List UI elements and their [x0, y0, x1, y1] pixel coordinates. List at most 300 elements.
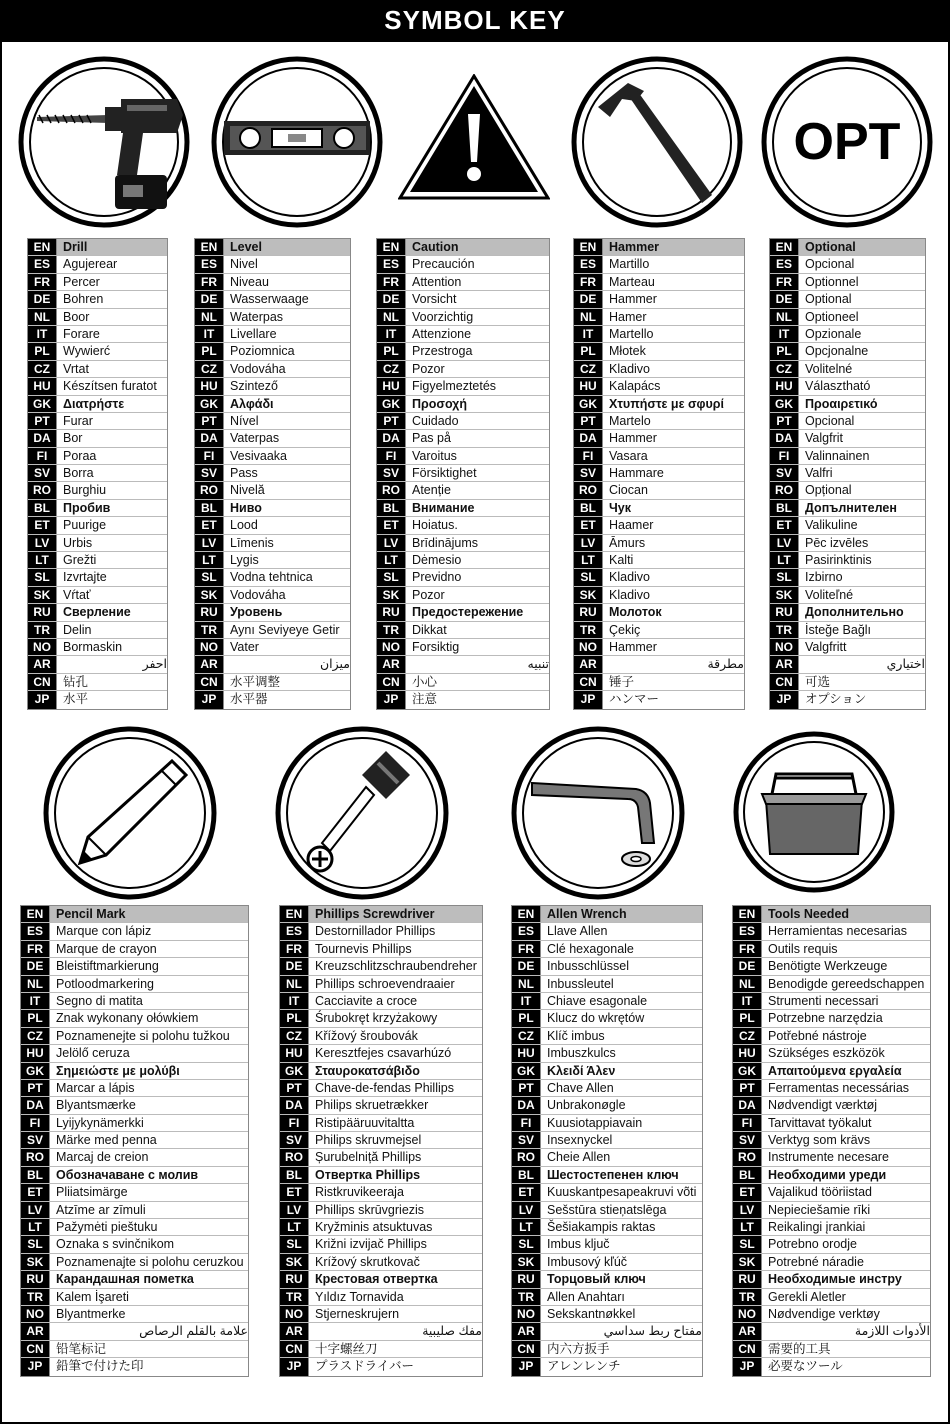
- translation-text: Drill: [57, 239, 167, 255]
- table-row: [28, 552, 167, 569]
- table-row: [28, 378, 167, 395]
- language-code: FI: [21, 1115, 50, 1131]
- translation-text: Optional: [805, 292, 852, 307]
- table-row: [512, 1184, 702, 1201]
- translation-text: Ristkruvikeeraja: [315, 1185, 404, 1200]
- translation-text: İsteğe Bağlı: [805, 622, 872, 637]
- table-row: [770, 639, 925, 656]
- table-row: [280, 1063, 482, 1080]
- language-code: TR: [280, 1289, 309, 1305]
- translation-text: Αλφάδι: [230, 396, 274, 411]
- table-row: [21, 958, 248, 975]
- language-code: FR: [733, 941, 762, 957]
- language-code: HU: [280, 1045, 309, 1061]
- table-row: [28, 396, 167, 413]
- language-code: SK: [512, 1254, 541, 1270]
- language-code: EN: [733, 906, 762, 922]
- language-code: ET: [733, 1184, 762, 1200]
- table-row: [280, 1236, 482, 1253]
- table-row: [377, 239, 549, 256]
- translation-text: Kreuzschlitzschraubendreher: [315, 959, 477, 974]
- translation-text: Valgfritt: [805, 639, 847, 654]
- language-code: LV: [574, 535, 603, 551]
- table-row: [770, 569, 925, 586]
- language-code: RO: [377, 482, 406, 498]
- table-row: [512, 1063, 702, 1080]
- language-code: LV: [195, 535, 224, 551]
- table-row: [512, 1167, 702, 1184]
- language-code: GK: [770, 396, 799, 412]
- translation-text: Bormaskin: [63, 639, 123, 654]
- translation-text: アレンレンチ: [547, 1359, 621, 1374]
- language-code: DE: [28, 291, 57, 307]
- language-code: IT: [733, 993, 762, 1009]
- table-row: [733, 1289, 930, 1306]
- translation-text: Pasirinktinis: [805, 553, 872, 568]
- language-code: JP: [280, 1358, 309, 1375]
- language-code: DA: [770, 430, 799, 446]
- translation-text: Молоток: [609, 605, 662, 620]
- translation-text: Grežti: [63, 553, 97, 568]
- language-code: RU: [733, 1271, 762, 1287]
- table-row: [195, 430, 350, 447]
- table-row: [512, 1202, 702, 1219]
- table-row: [512, 1010, 702, 1027]
- language-code: NL: [28, 309, 57, 325]
- language-code: TR: [733, 1289, 762, 1305]
- translation-text: Pozor: [412, 361, 445, 376]
- language-code: GK: [733, 1063, 762, 1079]
- translation-text: Valgfrit: [805, 431, 843, 446]
- table-row: [21, 1254, 248, 1271]
- translation-text: Potloodmarkering: [56, 976, 154, 991]
- translation-text: Caution: [406, 239, 549, 255]
- language-code: JP: [512, 1358, 541, 1375]
- language-code: LV: [280, 1202, 309, 1218]
- language-code: DA: [21, 1097, 50, 1113]
- translation-text: Kryžminis atsuktuvas: [315, 1220, 433, 1235]
- table-row: [770, 465, 925, 482]
- table-row: [28, 326, 167, 343]
- language-code: LV: [377, 535, 406, 551]
- language-code: JP: [770, 691, 799, 708]
- language-code: BL: [377, 500, 406, 516]
- language-code: PL: [280, 1010, 309, 1026]
- translation-text: オプション: [805, 692, 867, 707]
- translation-text: Tarvittavat työkalut: [768, 1115, 872, 1130]
- language-code: ES: [512, 923, 541, 939]
- language-code: DE: [21, 958, 50, 974]
- language-code: NL: [280, 976, 309, 992]
- language-code: LV: [770, 535, 799, 551]
- table-row: [770, 656, 925, 673]
- table-row: [280, 1289, 482, 1306]
- translation-text: Valinnainen: [805, 448, 870, 463]
- translation-text: 水平器: [230, 692, 268, 707]
- table-row: [733, 958, 930, 975]
- table-row: [195, 448, 350, 465]
- language-code: CN: [574, 674, 603, 690]
- language-code: NL: [733, 976, 762, 992]
- table-row: [28, 674, 167, 691]
- toolbox-icon: [732, 730, 896, 894]
- translation-text: Furar: [63, 413, 93, 428]
- table-row: [377, 656, 549, 673]
- language-code: ET: [195, 517, 224, 533]
- language-code: RO: [280, 1149, 309, 1165]
- translation-text: Lygis: [230, 553, 259, 568]
- language-code: AR: [512, 1323, 541, 1339]
- translation-text: Κλειδί Άλεν: [547, 1063, 616, 1078]
- table-row: [280, 1219, 482, 1236]
- translation-text: Vesivaaka: [230, 448, 287, 463]
- language-code: JP: [733, 1358, 762, 1375]
- table-row: [512, 941, 702, 958]
- table-row: [733, 1132, 930, 1149]
- translation-text: Hammer: [603, 239, 744, 255]
- translation-text: Hammer: [609, 639, 657, 654]
- language-code: FI: [280, 1115, 309, 1131]
- translation-text: Philips skruetrækker: [315, 1098, 429, 1113]
- language-code: DE: [280, 958, 309, 974]
- table-row: [377, 517, 549, 534]
- table-row: [574, 396, 744, 413]
- table-row: [733, 1202, 930, 1219]
- language-code: CN: [770, 674, 799, 690]
- table-row: [574, 587, 744, 604]
- translation-text: Valfri: [805, 466, 833, 481]
- translation-text: Āmurs: [609, 535, 646, 550]
- table-row: [21, 1149, 248, 1166]
- table-row: [195, 656, 350, 673]
- translation-text: Poraa: [63, 448, 97, 463]
- translation-text: Cuidado: [412, 413, 459, 428]
- table-row: [280, 1202, 482, 1219]
- translation-text: Križni izvijač Phillips: [315, 1237, 427, 1252]
- translation-text: Шестостепенен ключ: [547, 1167, 679, 1182]
- table-row: [28, 482, 167, 499]
- language-code: CN: [377, 674, 406, 690]
- translation-text: Kladivo: [609, 361, 650, 376]
- translation-text: Martelo: [609, 413, 651, 428]
- language-code: DE: [377, 291, 406, 307]
- language-code: ES: [574, 256, 603, 272]
- language-code: ES: [770, 256, 799, 272]
- translation-text: Διατρήστε: [63, 396, 125, 411]
- language-code: AR: [21, 1323, 50, 1339]
- table-row: [770, 500, 925, 517]
- language-code: ES: [280, 923, 309, 939]
- language-code: FI: [195, 448, 224, 464]
- language-code: FI: [770, 448, 799, 464]
- language-code: CZ: [574, 361, 603, 377]
- table-row: [733, 1323, 930, 1340]
- translation-text: Opțional: [805, 483, 852, 498]
- language-code: NO: [733, 1306, 762, 1322]
- table-row: [21, 976, 248, 993]
- table-row: [377, 413, 549, 430]
- table-row: [770, 535, 925, 552]
- table-row: [280, 906, 482, 923]
- translation-text: Nødvendigt værktøj: [768, 1098, 878, 1113]
- language-code: RU: [280, 1271, 309, 1287]
- table-row: [733, 906, 930, 923]
- table-row: [512, 1132, 702, 1149]
- translation-text: Chave Allen: [547, 1080, 614, 1095]
- table-row: [28, 569, 167, 586]
- language-code: SK: [195, 587, 224, 603]
- language-code: NL: [512, 976, 541, 992]
- table-row: [377, 291, 549, 308]
- language-code: SK: [280, 1254, 309, 1270]
- table-row: [574, 378, 744, 395]
- table-row: [377, 691, 549, 708]
- translation-text: Burghiu: [63, 483, 107, 498]
- translation-text: Imbuszkulcs: [547, 1046, 616, 1061]
- table-row: [28, 622, 167, 639]
- translation-text: Previdno: [412, 570, 462, 585]
- translation-text: Boor: [63, 309, 90, 324]
- translation-text: Insexnyckel: [547, 1133, 613, 1148]
- language-code: LT: [574, 552, 603, 568]
- language-code: GK: [280, 1063, 309, 1079]
- table-row: [280, 1149, 482, 1166]
- translation-text: Торцовый ключ: [547, 1272, 646, 1287]
- language-code: CZ: [280, 1028, 309, 1044]
- table-row: [733, 1184, 930, 1201]
- language-code: RO: [28, 482, 57, 498]
- table-row: [770, 274, 925, 291]
- translation-text: Hamer: [609, 309, 647, 324]
- table-row: [770, 361, 925, 378]
- language-code: DE: [195, 291, 224, 307]
- table-row: [280, 1115, 482, 1132]
- translation-text: Stjerneskrujern: [315, 1306, 400, 1321]
- table-row: [28, 361, 167, 378]
- translation-text: 小心: [412, 674, 438, 689]
- language-code: FR: [21, 941, 50, 957]
- translation-text: Bohren: [63, 292, 104, 307]
- translation-text: Klucz do wkrętów: [547, 1011, 645, 1026]
- language-code: SL: [770, 569, 799, 585]
- table-row: [512, 1236, 702, 1253]
- translation-text: 锤子: [609, 674, 635, 689]
- translation-text: Destornillador Phillips: [315, 924, 436, 939]
- language-code: BL: [512, 1167, 541, 1183]
- language-code: PL: [512, 1010, 541, 1026]
- translation-text: Attention: [412, 274, 462, 289]
- translation-text: Voliteľné: [805, 587, 854, 602]
- translation-text: Opcional: [805, 257, 855, 272]
- translation-text: Optional: [799, 239, 925, 255]
- translation-text: Martillo: [609, 257, 650, 272]
- language-code: IT: [280, 993, 309, 1009]
- language-code: AR: [574, 656, 603, 672]
- table-row: [733, 1080, 930, 1097]
- translation-text: Potrzebne narzędzia: [768, 1011, 883, 1026]
- language-code: IT: [574, 326, 603, 342]
- translation-text: Znak wykonany ołówkiem: [56, 1011, 199, 1026]
- table-row: [21, 1289, 248, 1306]
- table-row: [195, 309, 350, 326]
- translation-text: Hammer: [609, 431, 657, 446]
- language-code: NO: [195, 639, 224, 655]
- translation-text: Σημειώστε με μολύβι: [56, 1063, 180, 1078]
- language-code: SK: [21, 1254, 50, 1270]
- translation-text: Vorsicht: [412, 292, 457, 307]
- table-row: [21, 923, 248, 940]
- table-row: [512, 993, 702, 1010]
- translation-text: Ristipääruuvitaltta: [315, 1115, 415, 1130]
- pencil-mark-table: [20, 905, 249, 1377]
- table-row: [512, 1080, 702, 1097]
- table-row: [195, 361, 350, 378]
- language-code: EN: [770, 239, 799, 255]
- translation-text: Młotek: [609, 344, 646, 359]
- translation-text: Agujerear: [63, 257, 118, 272]
- language-code: DE: [733, 958, 762, 974]
- language-code: ET: [770, 517, 799, 533]
- table-row: [574, 604, 744, 621]
- translation-text: Προσοχή: [412, 396, 467, 411]
- caution-icon: [398, 74, 550, 202]
- language-code: PL: [28, 343, 57, 359]
- table-row: [512, 1045, 702, 1062]
- table-row: [733, 993, 930, 1010]
- translation-text: 鉛筆で付けた印: [56, 1359, 144, 1374]
- translation-text: Pēc izvēles: [805, 535, 869, 550]
- language-code: RO: [733, 1149, 762, 1165]
- table-row: [280, 1045, 482, 1062]
- table-row: [195, 239, 350, 256]
- translation-text: Nepieciešamie rīki: [768, 1202, 871, 1217]
- translation-text: Voorzichtig: [412, 309, 474, 324]
- translation-text: Vater: [230, 639, 259, 654]
- table-row: [770, 256, 925, 273]
- table-row: [574, 361, 744, 378]
- table-row: [28, 239, 167, 256]
- language-code: PL: [195, 343, 224, 359]
- language-code: RU: [512, 1271, 541, 1287]
- table-row: [195, 378, 350, 395]
- table-row: [512, 1149, 702, 1166]
- translation-text: Szintező: [230, 379, 278, 394]
- table-row: [733, 1028, 930, 1045]
- language-code: PT: [28, 413, 57, 429]
- translation-text: Izvrtajte: [63, 570, 107, 585]
- translation-text: Обозначаване с молив: [56, 1167, 199, 1182]
- table-row: [770, 396, 925, 413]
- table-row: [770, 604, 925, 621]
- translation-text: Tournevis Phillips: [315, 941, 412, 956]
- table-row: [280, 1254, 482, 1271]
- table-row: [377, 604, 549, 621]
- translation-text: Отвертка Phillips: [315, 1167, 421, 1182]
- table-row: [377, 448, 549, 465]
- translation-text: Sekskantnøkkel: [547, 1306, 636, 1321]
- table-row: [733, 1063, 930, 1080]
- language-code: EN: [195, 239, 224, 255]
- language-code: ET: [280, 1184, 309, 1200]
- table-row: [512, 1289, 702, 1306]
- translation-text: Marcaj de creion: [56, 1150, 149, 1165]
- translation-text: Allen Wrench: [541, 906, 702, 922]
- translation-text: Tools Needed: [762, 906, 930, 922]
- translation-text: Vodováha: [230, 361, 286, 376]
- language-code: RU: [195, 604, 224, 620]
- translation-text: プラスドライバー: [315, 1359, 415, 1374]
- table-row: [377, 343, 549, 360]
- language-code: CN: [21, 1341, 50, 1357]
- table-row: [28, 604, 167, 621]
- translation-text: Nível: [230, 413, 259, 428]
- language-code: PT: [21, 1080, 50, 1096]
- translation-text: 可选: [805, 674, 831, 689]
- table-row: [512, 1306, 702, 1323]
- table-row: [574, 674, 744, 691]
- translation-text: Atenție: [412, 483, 451, 498]
- table-row: [28, 587, 167, 604]
- caution-table: [376, 238, 550, 710]
- tools-needed-table: [732, 905, 931, 1377]
- translation-text: Kuuskantpesapeakruvi võti: [547, 1185, 697, 1200]
- table-row: [574, 691, 744, 708]
- table-row: [574, 535, 744, 552]
- table-row: [21, 1028, 248, 1045]
- language-code: BL: [28, 500, 57, 516]
- table-row: [195, 343, 350, 360]
- translation-text: Необходимые инстру: [768, 1272, 902, 1287]
- translation-text: Reikalingi įrankiai: [768, 1220, 866, 1235]
- language-code: AR: [770, 656, 799, 672]
- translation-text: Wasserwaage: [230, 292, 309, 307]
- table-row: [195, 291, 350, 308]
- language-code: TR: [770, 622, 799, 638]
- language-code: FR: [280, 941, 309, 957]
- table-row: [280, 1323, 482, 1340]
- language-code: IT: [28, 326, 57, 342]
- translation-text: Допълнителен: [805, 500, 897, 515]
- language-code: FR: [377, 274, 406, 290]
- translation-text: Volitelné: [805, 361, 853, 376]
- table-row: [377, 482, 549, 499]
- table-row: [280, 993, 482, 1010]
- translation-text: Σταυροκατσάβιδο: [315, 1063, 420, 1078]
- translation-text: Verktyg som krävs: [768, 1133, 871, 1148]
- phillips-screwdriver-icon: [274, 725, 450, 901]
- language-code: GK: [574, 396, 603, 412]
- table-row: [28, 309, 167, 326]
- language-code: DE: [770, 291, 799, 307]
- translation-text: Kladivo: [609, 570, 650, 585]
- table-row: [574, 274, 744, 291]
- language-code: HU: [512, 1045, 541, 1061]
- table-row: [195, 552, 350, 569]
- language-code: NO: [280, 1306, 309, 1322]
- translation-text: Potřebné nástroje: [768, 1028, 867, 1043]
- language-code: ES: [21, 923, 50, 939]
- translation-text: Nivelă: [230, 483, 265, 498]
- table-row: [574, 465, 744, 482]
- table-row: [28, 343, 167, 360]
- translation-text: Křížový šroubovák: [315, 1028, 418, 1043]
- translation-text: الأدوات اللازمة: [854, 1324, 930, 1339]
- translation-text: 水平: [63, 692, 89, 707]
- translation-text: Keresztfejes csavarhúzó: [315, 1046, 452, 1061]
- language-code: PL: [21, 1010, 50, 1026]
- language-code: GK: [512, 1063, 541, 1079]
- translation-text: تنبيه: [527, 657, 549, 672]
